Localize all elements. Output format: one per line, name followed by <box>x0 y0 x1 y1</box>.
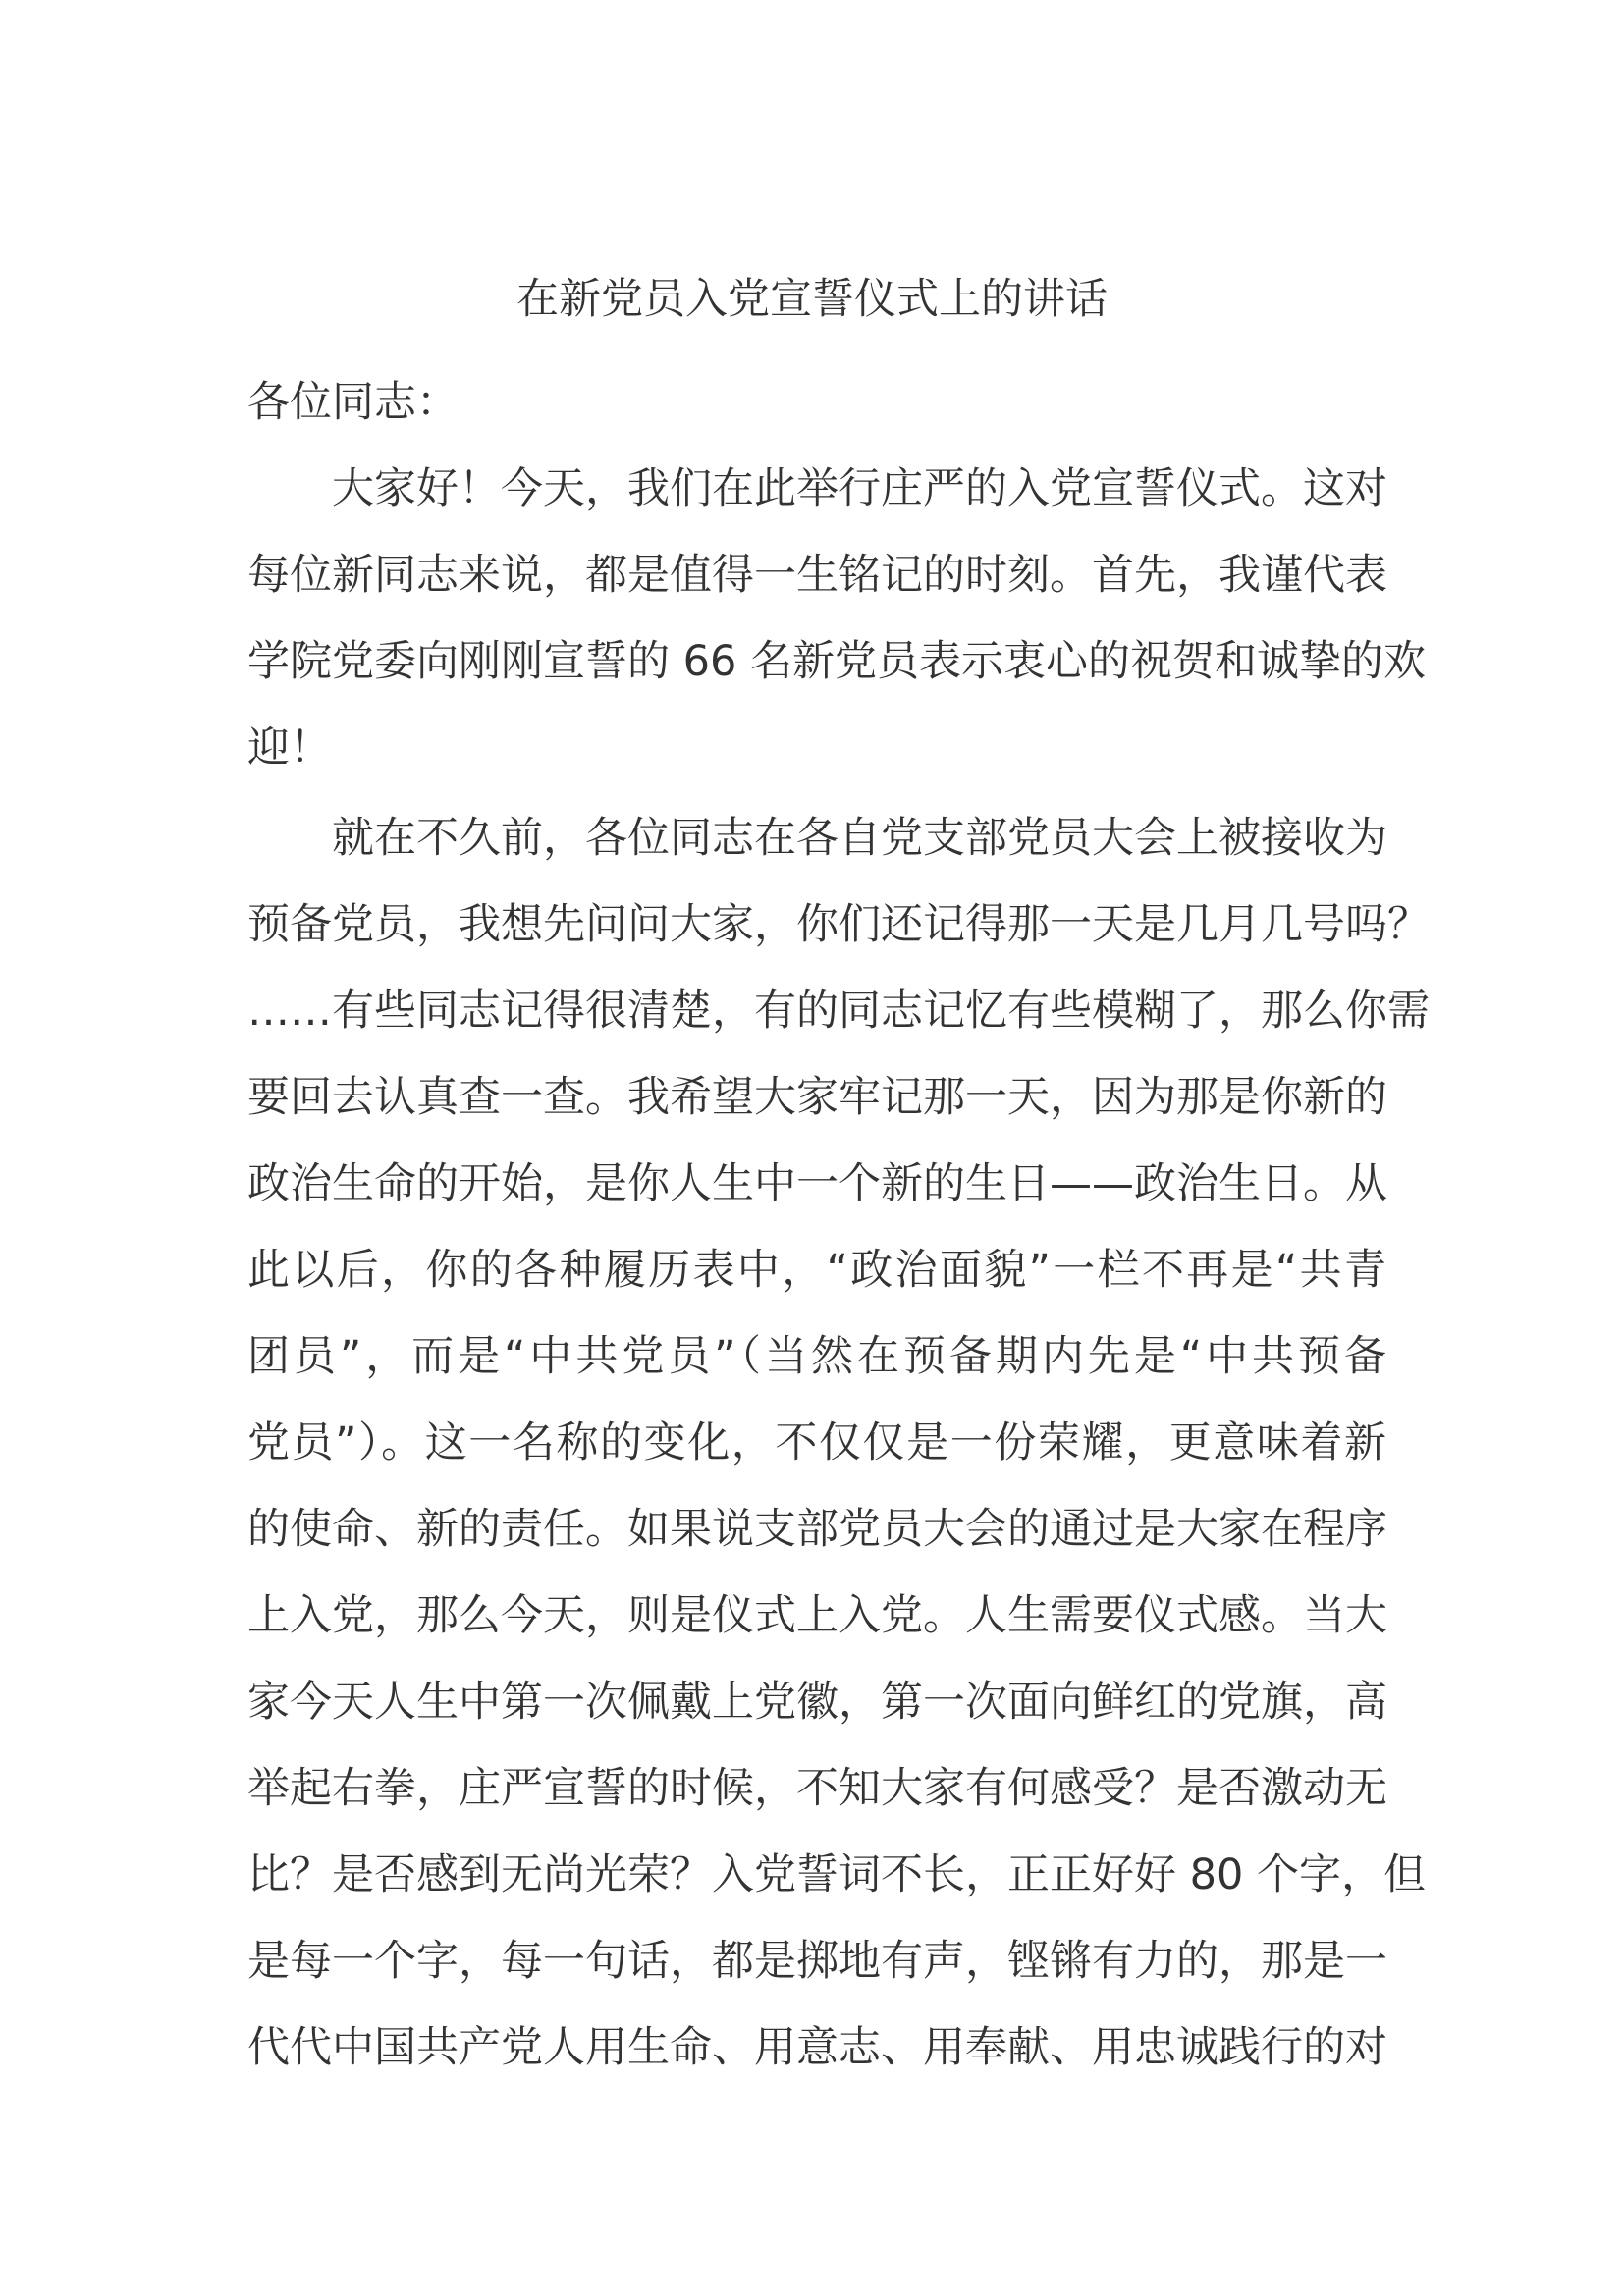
document-body <box>247 359 1430 2091</box>
paragraph-line: 预备党员，我想先问问大家，你们还记得那一天是几月几号吗？ <box>247 900 1430 949</box>
paragraph-line: 学院党委向刚刚宣誓的 66 名新党员表示衷心的祝贺和诚挚的欢 <box>247 637 1427 686</box>
paragraph-line: 比？是否感到无尚光荣？入党誓词不长，正正好好 80 个字，但 <box>247 1850 1427 1899</box>
paragraph-line: 是每一个字，每一句话，都是掷地有声，铿锵有力的，那是一 <box>247 1937 1387 1986</box>
paragraph-line: 家今天人生中第一次佩戴上党徽，第一次面向鲜红的党旗，高 <box>247 1678 1387 1727</box>
paragraph-2 <box>247 795 1430 2091</box>
paragraph-line: 代代中国共产党人用生命、用意志、用奉献、用忠诚践行的对 <box>247 2023 1387 2072</box>
document-title: 在新党员入党宣誓仪式上的讲话 <box>516 275 1108 324</box>
paragraph-line: 就在不久前，各位同志在各自党支部党员大会上被接收为 <box>332 814 1387 863</box>
paragraph-line: 的使命、新的责任。如果说支部党员大会的通过是大家在程序 <box>247 1505 1387 1554</box>
paragraph-line: 上入党，那么今天，则是仪式上入党。人生需要仪式感。当大 <box>247 1591 1387 1640</box>
paragraph-line: 举起右拳，庄严宣誓的时候，不知大家有何感受？是否激动无 <box>247 1764 1387 1813</box>
paragraph-line: 每位新同志来说，都是值得一生铭记的时刻。首先，我谨代表 <box>247 551 1387 600</box>
salutation: 各位同志： <box>247 378 459 427</box>
paragraph-line: 此以后，你的各种履历表中，“政治面貌”一栏不再是“共青 <box>247 1246 1386 1295</box>
paragraph-line: 要回去认真查一查。我希望大家牢记那一天，因为那是你新的 <box>247 1073 1387 1122</box>
paragraph-line: 团员”，而是“中共党员”（当然在预备期内先是“中共预备 <box>247 1332 1386 1381</box>
paragraph-line: 政治生命的开始，是你人生中一个新的生日——政治生日。从 <box>247 1159 1387 1208</box>
paragraph-1 <box>247 446 1427 791</box>
paragraph-line: 大家好！今天，我们在此举行庄严的入党宣誓仪式。这对 <box>332 464 1387 513</box>
paragraph-line: 党员”）。这一名称的变化，不仅仅是一份荣耀，更意味着新 <box>247 1418 1386 1468</box>
paragraph-line: 迎！ <box>247 723 332 773</box>
paragraph-line: ……有些同志记得很清楚，有的同志记忆有些模糊了，那么你需 <box>247 987 1430 1036</box>
